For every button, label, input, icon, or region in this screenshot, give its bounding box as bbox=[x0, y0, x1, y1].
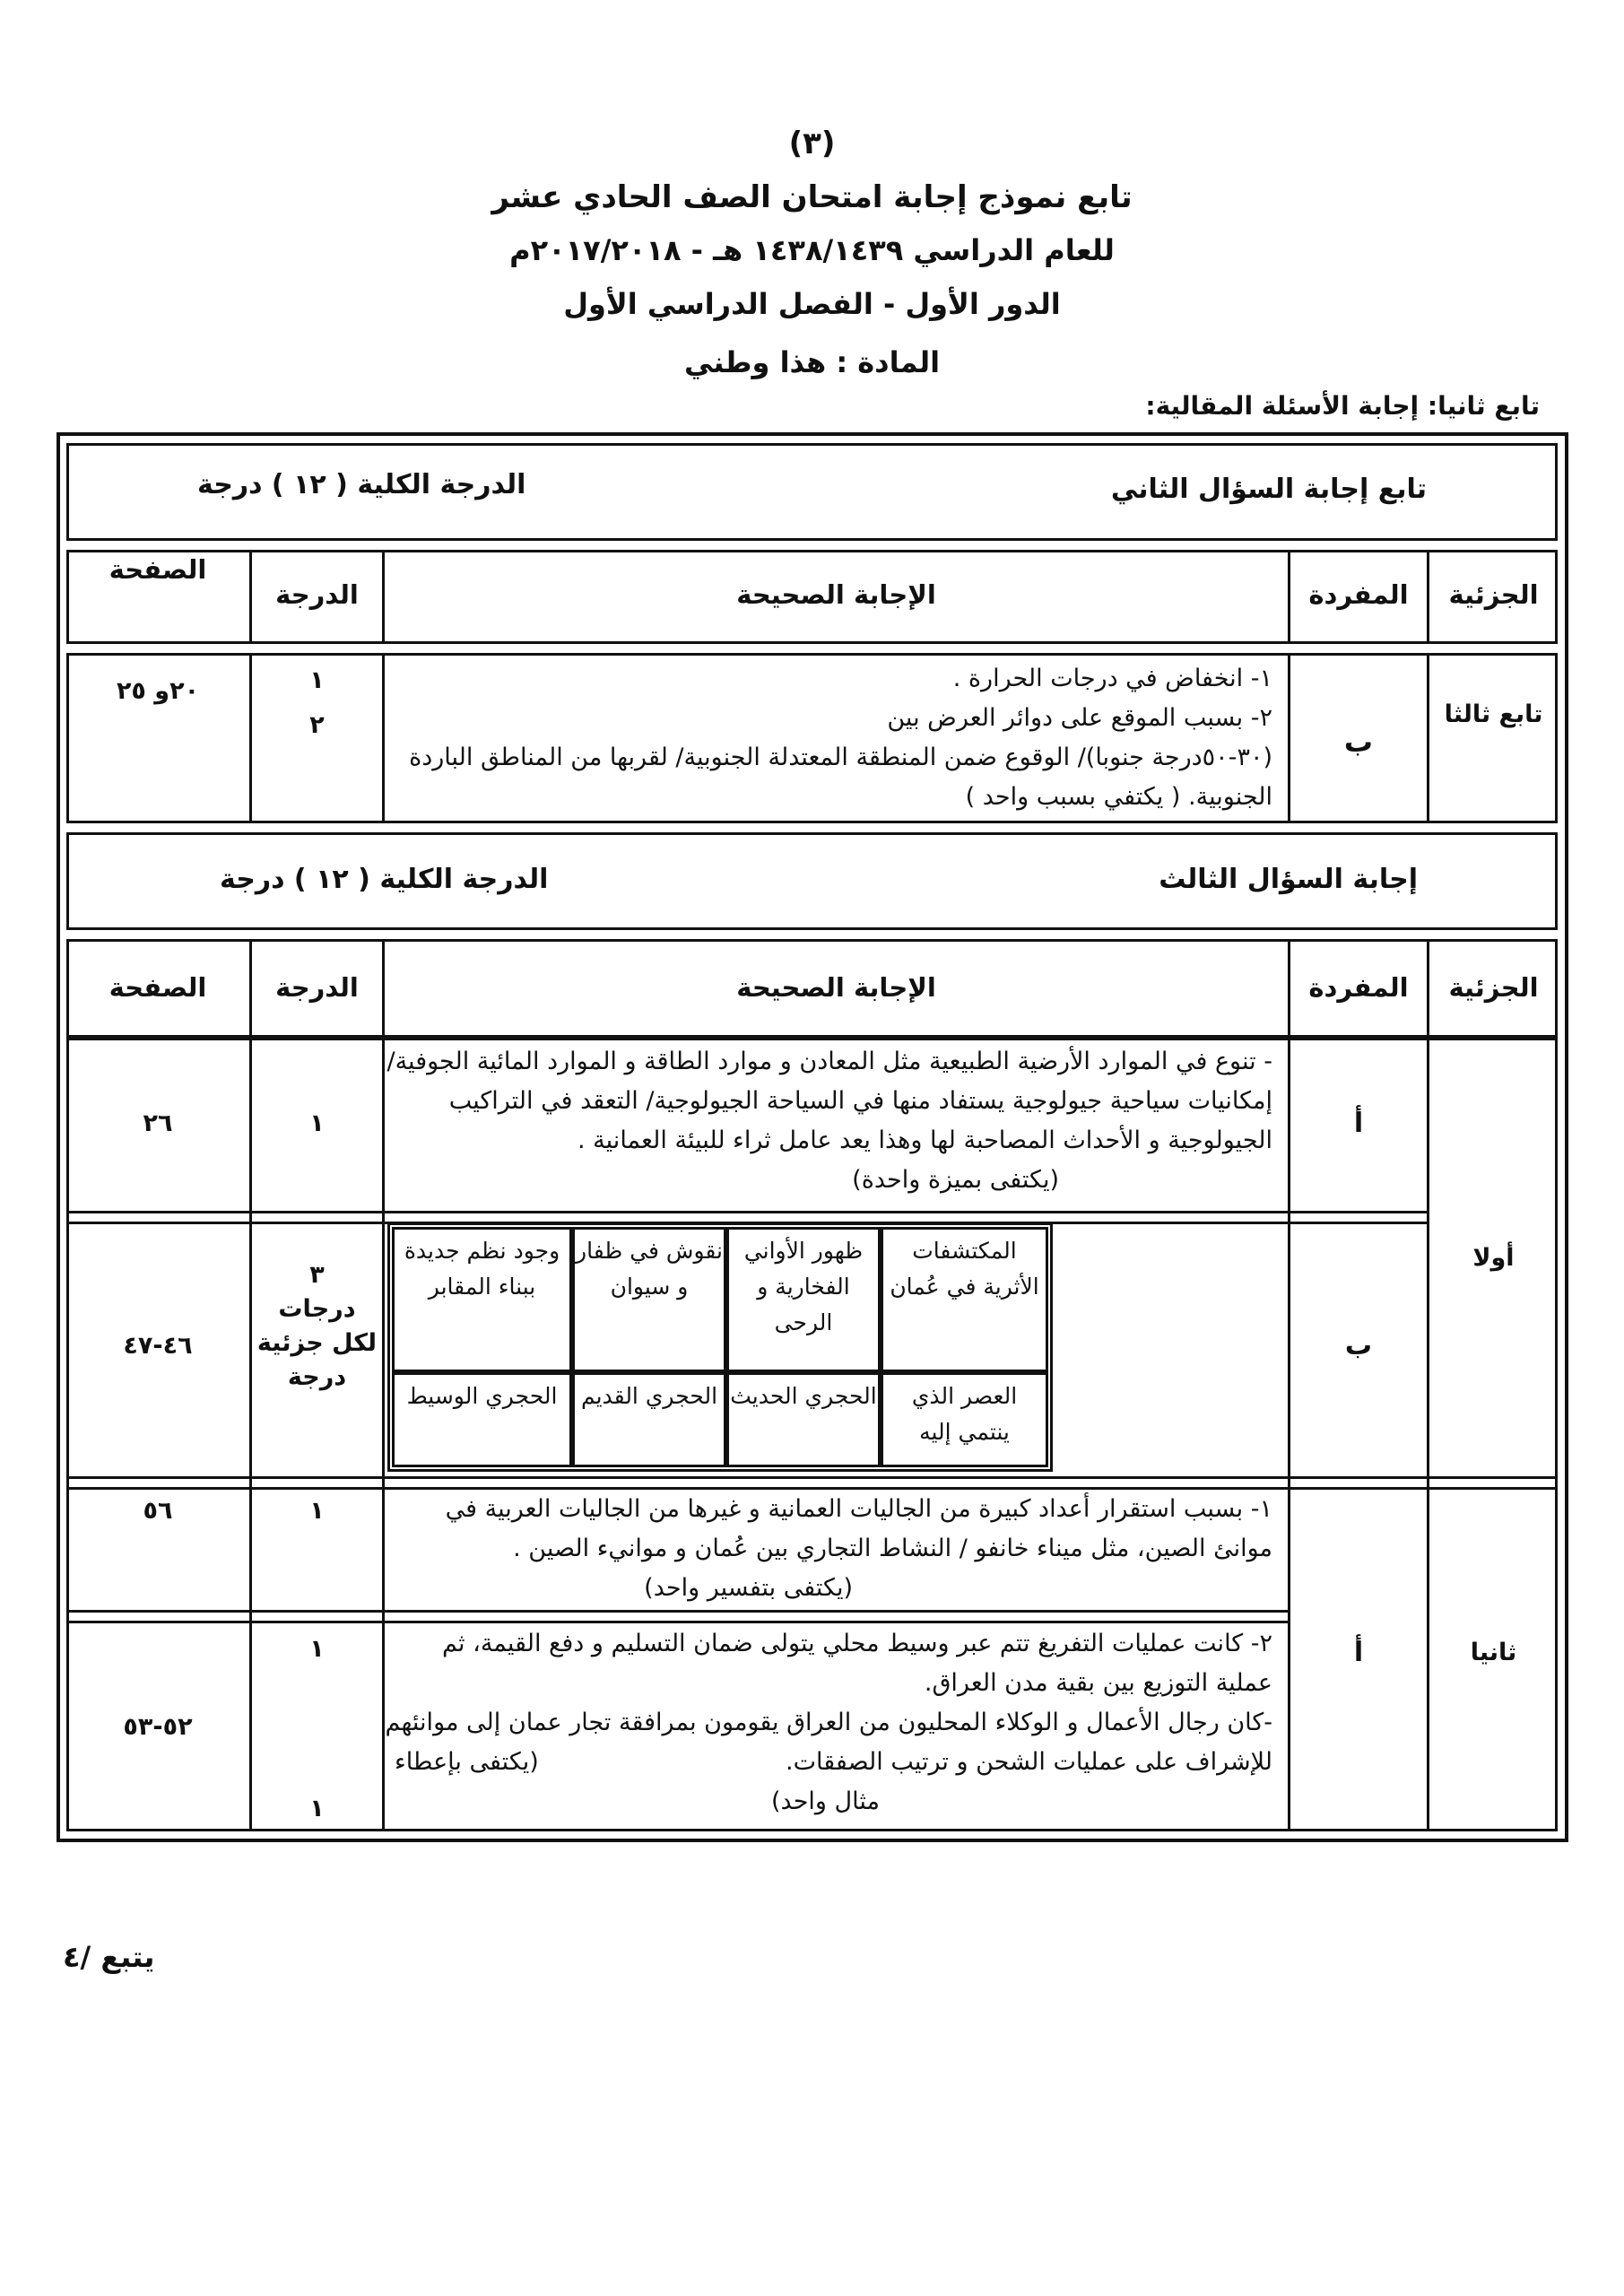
continued-note: يتبع /٤ bbox=[63, 1940, 155, 1974]
q3-row-a-answer-line: إمكانيات سياحية جيولوجية يستفاد منها في السياحة الجيولوجية/ التعقد في التراكيب bbox=[448, 1087, 1272, 1115]
inner-cell-header: ظهور الأواني الفخارية و الرحى bbox=[726, 1227, 881, 1372]
q3-row-b-page: ٤٦-٤٧ bbox=[123, 1332, 193, 1360]
q2-col-part: الجزئية bbox=[1448, 579, 1539, 610]
q2-answer-line: (٣٠-٥٠درجة جنوبا)/ الوقوع ضمن المنطقة المعتدلة الجنوبية/ لقربها من المناطق الباردة bbox=[409, 744, 1272, 771]
q3-row-b-item: ب bbox=[1344, 1330, 1373, 1361]
q2-answer-line: ٢- بسبب الموقع على دوائر العرض بين bbox=[887, 704, 1272, 732]
page-number: (٣) bbox=[788, 126, 836, 161]
inner-cell-header: وجود نظم جديدة ببناء المقابر bbox=[392, 1227, 572, 1372]
q3-row-c-answer2-line: -كان رجال الأعمال و الوكلاء المحليون من العراق يقومون بمرافقة تجار عمان إلى موانئهم bbox=[385, 1709, 1272, 1736]
q2-col-page: الصفحة bbox=[109, 554, 207, 585]
q3-row-c-page1: ٥٦ bbox=[143, 1497, 173, 1525]
q3-row-c-answer2-line: عملية التوزيع بين بقية مدن العراق. bbox=[924, 1669, 1272, 1697]
q3-row-a-page: ٢٦ bbox=[143, 1109, 173, 1137]
q3-row-c-grade2: ١ bbox=[309, 1795, 325, 1822]
q3-col-page: الصفحة bbox=[109, 972, 207, 1003]
q3-row-c-page2: ٥٢-٥٣ bbox=[123, 1713, 193, 1741]
q3-row-c-item: أ bbox=[1353, 1637, 1364, 1668]
q2-answer-line: الجنوبية. ( يكتفي بسبب واحد ) bbox=[965, 783, 1272, 811]
q3-title: إجابة السؤال الثالث bbox=[1159, 864, 1418, 895]
q3-row-c-note: (يكتفى بإعطاء bbox=[395, 1748, 539, 1776]
q3-col-grade: الدرجة bbox=[275, 972, 359, 1003]
q3-row-c-grade1: ١ bbox=[309, 1497, 325, 1525]
q3-row-b-grade-line: درجة bbox=[287, 1363, 347, 1391]
section-title: تابع ثانيا: إجابة الأسئلة المقالية: bbox=[1145, 391, 1540, 421]
q2-title: تابع إجابة السؤال الثاني bbox=[1110, 474, 1427, 505]
inner-cell-header: المكتشفات الأثرية في عُمان bbox=[881, 1227, 1048, 1372]
inner-cell-header: نقوش في ظفار و سيوان bbox=[572, 1227, 726, 1372]
q3-row-a-answer-line: الجيولوجية و الأحداث المصاحبة لها وهذا يعد عامل ثراء للبيئة العمانية . bbox=[578, 1126, 1272, 1154]
q3-part-second: ثانيا bbox=[1470, 1639, 1517, 1666]
q2-part: تابع ثالثا bbox=[1444, 700, 1543, 728]
q3-row-a-item: أ bbox=[1353, 1108, 1364, 1139]
q3-row-c-answer2-line: للإشراف على عمليات الشحن و ترتيب الصفقات. bbox=[786, 1748, 1272, 1776]
q2-total: الدرجة الكلية ( ١٢ ) درجة bbox=[197, 469, 526, 500]
exam-session: الدور الأول - الفصل الدراسي الأول bbox=[563, 287, 1061, 321]
q2-col-item: المفردة bbox=[1308, 579, 1409, 610]
q3-part-first: أولا bbox=[1472, 1244, 1515, 1272]
q2-grade: ٢ bbox=[309, 711, 325, 739]
academic-year: للعام الدراسي ١٤٣٨/١٤٣٩ هـ - ٢٠١٧/٢٠١٨م bbox=[509, 233, 1115, 267]
q2-page: ٢٠و ٢٥ bbox=[116, 677, 200, 705]
q2-item: ب bbox=[1343, 725, 1374, 759]
inner-cell-era: الحجري القديم bbox=[572, 1372, 726, 1467]
q2-answer-line: ١- انخفاض في درجات الحرارة . bbox=[952, 665, 1272, 692]
inner-cell-era: الحجري الوسيط bbox=[392, 1372, 572, 1467]
exam-title: تابع نموذج إجابة امتحان الصف الحادي عشر bbox=[491, 179, 1133, 215]
q2-col-grade: الدرجة bbox=[275, 579, 359, 610]
q3-row-b-grade-line: لكل جزئية bbox=[256, 1329, 378, 1357]
inner-cell-era: الحجري الحديث bbox=[726, 1372, 881, 1467]
q3-total: الدرجة الكلية ( ١٢ ) درجة bbox=[220, 864, 549, 895]
q3-row-b-grade-line: درجات bbox=[278, 1295, 356, 1323]
subject: المادة : هذا وطني bbox=[683, 345, 941, 379]
q2-grade: ١ bbox=[309, 666, 325, 694]
q3-row-c-answer2-line: مثال واحد) bbox=[771, 1787, 880, 1815]
inner-cell-era: العصر الذي ينتمي إليه bbox=[881, 1372, 1048, 1467]
q3-row-c-answer2-line: ٢- كانت عمليات التفريغ تتم عبر وسيط محلي يتولى ضمان التسليم و دفع القيمة، ثم bbox=[442, 1630, 1272, 1657]
q3-row-c-answer1-line: ١- بسبب استقرار أعداد كبيرة من الجاليات العمانية و غيرها من الجاليات العربية في bbox=[445, 1495, 1272, 1523]
q3-row-a-answer-line: - تنوع في الموارد الأرضية الطبيعية مثل المعادن و موارد الطاقة و الموارد المائية الجوفية/ bbox=[386, 1048, 1272, 1075]
q3-col-answer: الإجابة الصحيحة bbox=[736, 972, 936, 1003]
q3-row-a-answer-line: (يكتفى بميزة واحدة) bbox=[852, 1166, 1059, 1194]
q3-row-c-grade2: ١ bbox=[309, 1635, 325, 1663]
q3-row-c-answer1-line: موانئ الصين، مثل ميناء خانفو / النشاط التجاري بين عُمان و موانيء الصين . bbox=[513, 1535, 1272, 1562]
q3-row-b-grade-line: ٣ bbox=[309, 1261, 325, 1289]
q3-row-c-answer1-line: (يكتفى بتفسير واحد) bbox=[644, 1574, 853, 1602]
q3-row-a-grade: ١ bbox=[309, 1109, 325, 1137]
q2-col-answer: الإجابة الصحيحة bbox=[736, 579, 936, 610]
q3-col-item: المفردة bbox=[1308, 972, 1409, 1003]
q3-col-part: الجزئية bbox=[1448, 972, 1539, 1003]
